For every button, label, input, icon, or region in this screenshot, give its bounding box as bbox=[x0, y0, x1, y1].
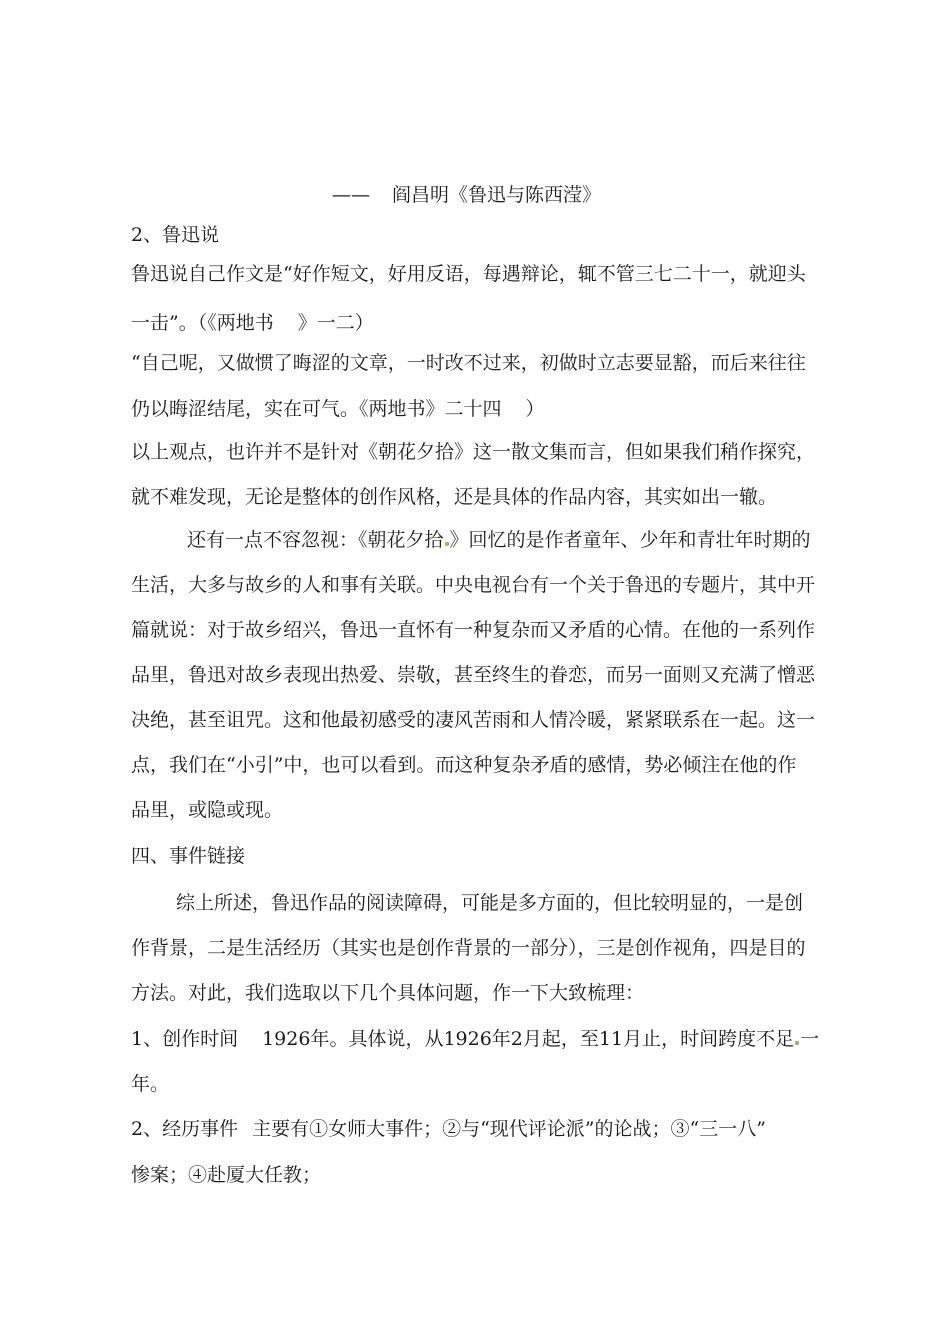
item1-text: 1926年。具体说，从1926年2月起，至11月止，时间跨度不足 bbox=[262, 1028, 795, 1050]
hometown-line7: 品里，或隐或现。 bbox=[131, 799, 284, 821]
item1-text-end: 一 bbox=[800, 1028, 820, 1050]
item1-label: 1、创作时间 bbox=[131, 1028, 239, 1050]
item1-line1 bbox=[131, 1030, 819, 1049]
item2-text: 主要有①女师大事件；②与“现代评论派”的论战；③“三一八” bbox=[252, 1118, 766, 1140]
section-2-heading: 2、鲁迅说 bbox=[131, 224, 220, 246]
quote1-line1: 鲁迅说自己作文是“好作短文，好用反语，每遇辩论，辄不管三七二十一，就迎头 bbox=[131, 263, 806, 285]
hometown-line3: 篇就说：对于故乡绍兴，鲁迅一直怀有一种复杂而又矛盾的心情。在他的一系列作 bbox=[131, 619, 816, 641]
attribution-text: 阎昌明《鲁迅与陈西滢》 bbox=[392, 184, 602, 206]
summary-line3: 方法。对此，我们选取以下几个具体问题，作一下大致梳理： bbox=[131, 982, 645, 1004]
quote2-line2-part2: ） bbox=[525, 398, 545, 420]
quote2-line2 bbox=[131, 400, 545, 419]
summary-line1: 综上所述，鲁迅作品的阅读障碍，可能是多方面的，但比较明显的，一是创 bbox=[176, 892, 804, 914]
observation-line2: 就不难发现，无论是整体的创作风格，还是具体的作品内容，其实如出一辙。 bbox=[131, 486, 778, 508]
hometown-line1 bbox=[187, 531, 811, 550]
summary-line2: 作背景，二是生活经历（其实也是创作背景的一部分），三是创作视角，四是目的 bbox=[131, 937, 806, 959]
hometown-line1-part2: 》回忆的是作者童年、少年和青壮年时期的 bbox=[449, 529, 811, 551]
quote1-line2-part1: 一击”。（《两地书 bbox=[131, 312, 274, 334]
observation-line1: 以上观点，也许并不是针对《朝花夕拾》这一散文集而言，但如果我们稍作探究， bbox=[131, 441, 816, 463]
quote2-line1: “自己呢，又做惯了晦涩的文章，一时改不过来，初做时立志要显豁，而后来往往 bbox=[131, 352, 806, 374]
quote2-line2-part1: 仍以晦涩结尾，实在可气。《两地书》二十四 bbox=[131, 398, 502, 420]
marker-dot bbox=[795, 1041, 799, 1045]
attribution-dash: —— bbox=[332, 184, 370, 206]
hometown-line4: 品里，鲁迅对故乡表现出热爱、崇敬，甚至终生的眷恋，而另一面则又充满了憎恶 bbox=[131, 664, 816, 686]
item2-line2: 惨案；④赴厦大任教； bbox=[131, 1164, 322, 1186]
hometown-line2: 生活，大多与故乡的人和事有关联。中央电视台有一个关于鲁迅的专题片，其中开 bbox=[131, 574, 816, 596]
quote1-line2-part2: 》一二） bbox=[297, 312, 374, 334]
hometown-line6: 点，我们在“小引”中，也可以看到。而这种复杂矛盾的感情，势必倾注在他的作 bbox=[131, 754, 797, 776]
item1-line2: 年。 bbox=[131, 1073, 170, 1095]
section-4-heading: 四、事件链接 bbox=[131, 845, 246, 867]
item2-line1 bbox=[131, 1120, 766, 1139]
marker-dot bbox=[445, 542, 449, 546]
attribution-line bbox=[332, 186, 601, 205]
item2-label: 2、经历事件 bbox=[131, 1118, 239, 1140]
quote1-line2 bbox=[131, 314, 374, 333]
hometown-line5: 决绝，甚至诅咒。这和他最初感受的凄风苦雨和人情冷暖，紧紧联系在一起。这一 bbox=[131, 709, 816, 731]
hometown-line1-part1: 还有一点不容忽视：《朝花夕拾 bbox=[187, 529, 444, 551]
